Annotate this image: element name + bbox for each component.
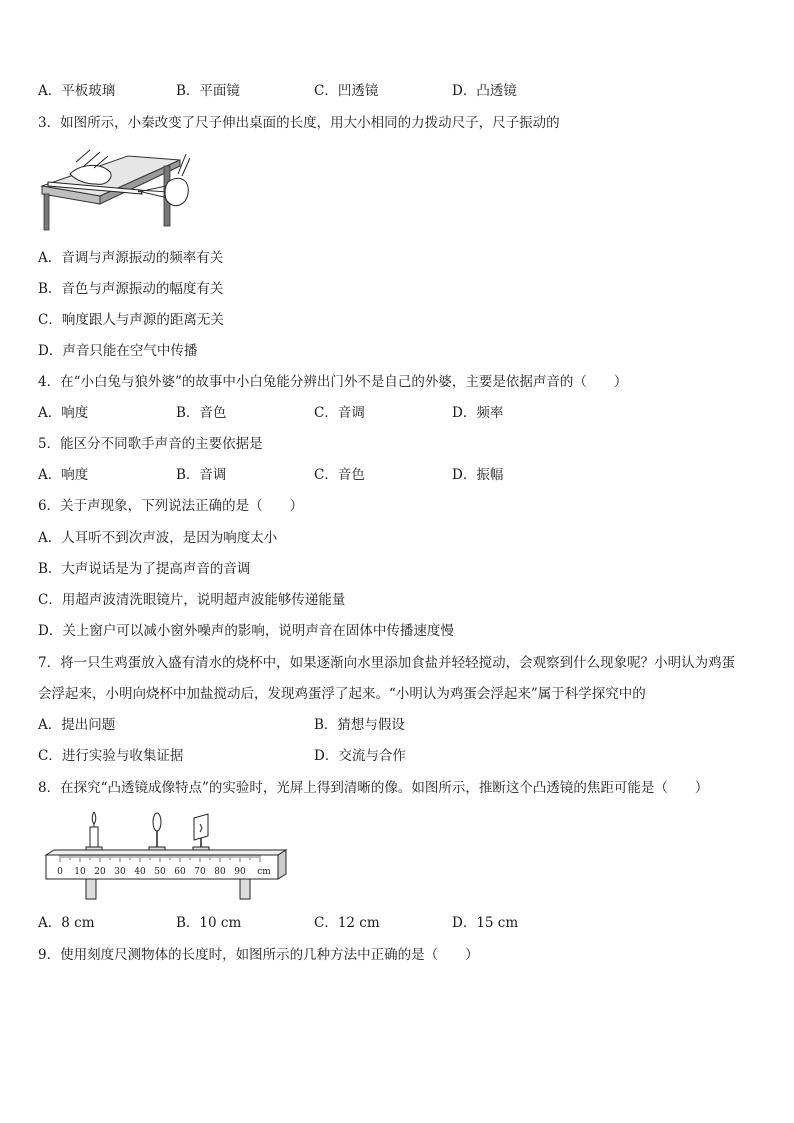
q6-stem: 6．关于声现象，下列说法正确的是（ ）	[38, 498, 304, 514]
q5-option-c: C．音色	[314, 467, 365, 483]
q8-option-a: A．8 cm	[38, 915, 95, 931]
q7-option-c: C．进行实验与收集证据	[38, 748, 184, 764]
q3-option-d: D．声音只能在空气中传播	[38, 343, 198, 359]
q4-option-b: B．音色	[176, 405, 227, 421]
q5-option-a: A．响度	[38, 467, 89, 483]
ruler-label: 20	[94, 867, 106, 877]
q5-option-d: D．振幅	[452, 467, 504, 483]
q4-option-c: C．音调	[314, 405, 365, 421]
q4-stem: 4．在“小白兔与狼外婆”的故事中小白兔能分辨出门外不是自己的外婆，主要是依据声音的（ ）	[38, 374, 628, 390]
q2-option-d: D．凸透镜	[452, 83, 517, 99]
candle-icon	[86, 812, 102, 855]
q6-option-d: D．关上窗户可以减小窗外噪声的影响，说明声音在固体中传播速度慢	[38, 623, 454, 639]
q3-stem: 3．如图所示，小秦改变了尺子伸出桌面的长度，用大小相同的力拨动尺子，尺子振动的	[38, 115, 560, 131]
q6-option-b: B．大声说话是为了提高声音的音调	[38, 561, 251, 577]
q7-stem-line1: 7．将一只生鸡蛋放入盛有清水的烧杯中，如果逐渐向水里添加食盐并轻轻搅动，会观察到什么现象呢？小明认为鸡蛋	[38, 655, 736, 671]
q3-option-b: B．音色与声源振动的幅度有关	[38, 281, 224, 297]
q2-option-b: B．平面镜	[176, 83, 240, 99]
ruler-label: 80	[214, 867, 226, 877]
ruler-label: cm	[257, 867, 271, 877]
q8-option-b: B．10 cm	[176, 915, 242, 931]
ruler-label: 0	[57, 867, 63, 877]
q2-option-c: C．凹透镜	[314, 83, 379, 99]
ruler-label: 10	[74, 867, 86, 877]
ruler-label: 90	[234, 867, 246, 877]
ruler-label: 70	[194, 867, 206, 877]
q4-option-d: D．频率	[452, 405, 504, 421]
q3-option-a: A．音调与声源振动的频率有关	[38, 250, 224, 266]
q8-optical-bench-figure	[44, 812, 290, 904]
convex-lens-icon	[149, 813, 165, 855]
q8-option-d: D．15 cm	[452, 915, 519, 931]
q7-stem-line2: 会浮起来，小明向烧杯中加盐搅动后，发现鸡蛋浮了起来。“小明认为鸡蛋会浮起来”属于科学探究中的	[38, 686, 646, 702]
q6-option-c: C．用超声波清洗眼镜片，说明超声波能够传递能量	[38, 592, 346, 608]
q7-option-d: D．交流与合作	[314, 748, 406, 764]
q7-option-b: B．猜想与假设	[314, 717, 405, 733]
q5-stem: 5．能区分不同歌手声音的主要依据是	[38, 436, 263, 452]
q2-option-a: A．平板玻璃	[38, 83, 116, 99]
q3-option-c: C．响度跟人与声源的距离无关	[38, 312, 224, 328]
q8-stem: 8．在探究“凸透镜成像特点”的实验时，光屏上得到清晰的像。如图所示，推断这个凸透镜的焦距可能是（ ）	[38, 780, 709, 796]
q9-stem: 9．使用刻度尺测物体的长度时，如图所示的几种方法中正确的是（ ）	[38, 947, 479, 963]
q5-option-b: B．音调	[176, 467, 227, 483]
ruler-label: 60	[174, 867, 186, 877]
ruler-label: 40	[134, 867, 146, 877]
q4-option-a: A．响度	[38, 405, 89, 421]
q6-option-a: A．人耳听不到次声波，是因为响度太小	[38, 530, 278, 546]
q7-option-a: A．提出问题	[38, 717, 116, 733]
light-screen-icon	[193, 814, 209, 855]
ruler-label: 30	[114, 867, 126, 877]
q3-ruler-figure	[40, 144, 190, 232]
q8-option-c: C．12 cm	[314, 915, 380, 931]
ruler-label: 50	[154, 867, 166, 877]
